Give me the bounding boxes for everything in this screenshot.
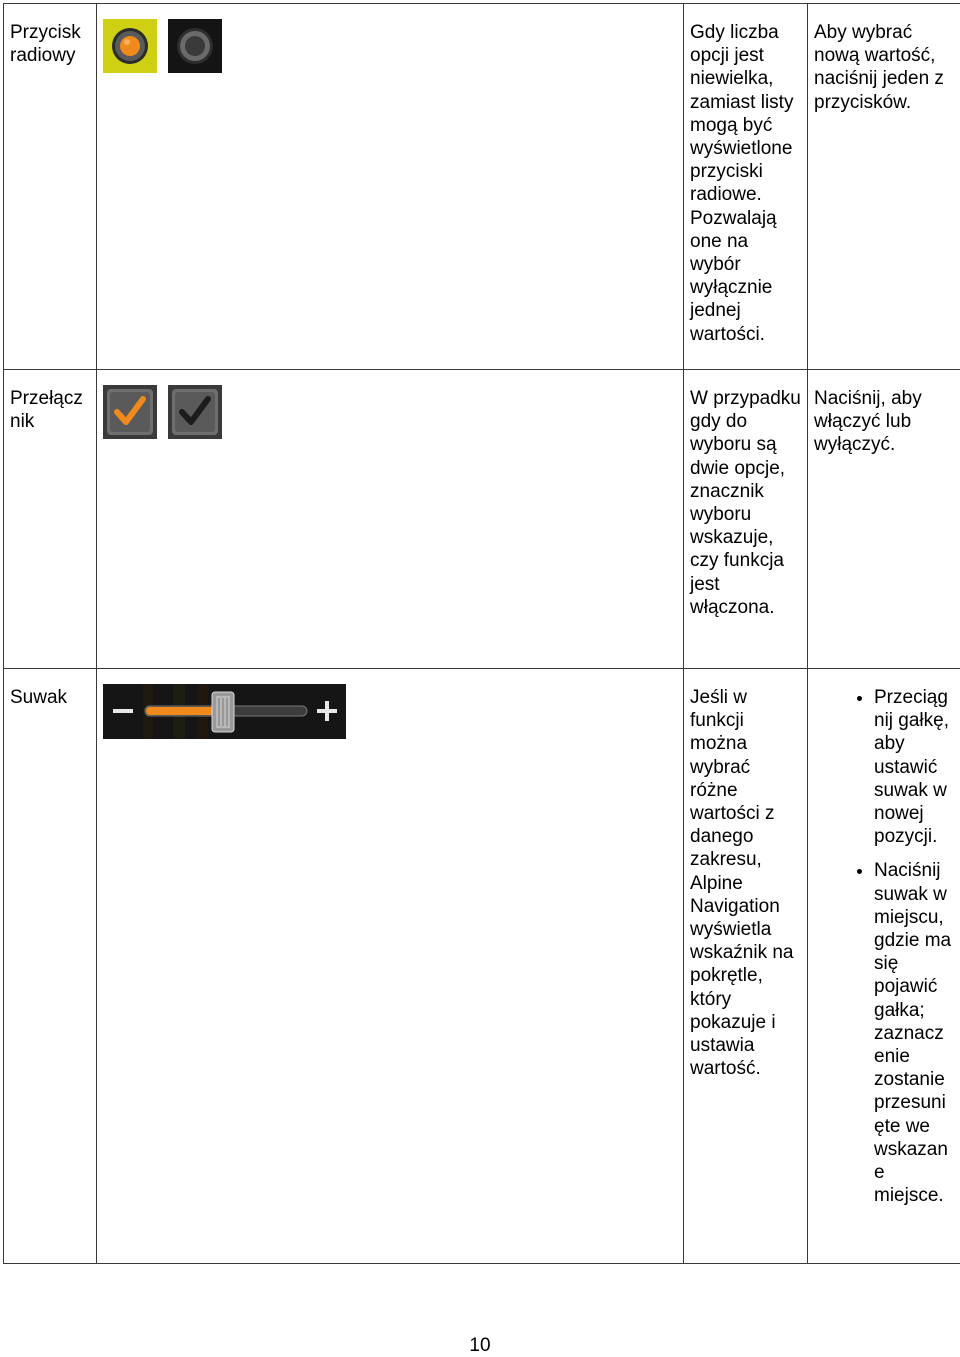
minus-icon xyxy=(113,709,133,713)
image-cell xyxy=(97,669,684,1264)
image-cell xyxy=(97,370,684,669)
slider-icon xyxy=(103,684,346,739)
list-item: • Przeciąg nij gałkę, aby ustawić suwak w nowej pozycji. xyxy=(874,686,954,848)
table-row xyxy=(4,370,960,669)
table-row xyxy=(4,669,960,1264)
checkbox-unchecked-icon xyxy=(168,385,222,439)
control-action-list xyxy=(808,669,960,1264)
control-name: Przełącz nik xyxy=(4,370,97,669)
image-cell xyxy=(97,4,684,370)
page-number: 10 xyxy=(0,1335,960,1357)
control-description: W przypadku gdy do wyboru są dwie opcje, znacznik wyboru wskazuje, czy funkcja jest włączona. xyxy=(684,370,808,669)
control-description: Gdy liczba opcji jest niewielka, zamiast listy mogą być wyświetlone przyciski radiowe. Pozwalają one na wybór wyłącznie jednej wartości. xyxy=(684,4,808,370)
controls-table xyxy=(3,3,960,1264)
radio-button-selected-icon xyxy=(103,19,157,73)
radio-button-unselected-icon xyxy=(168,19,222,73)
control-action: Naciśnij, aby włączyć lub wyłączyć. xyxy=(808,370,960,669)
list-item: • Naciśnij suwak w miejscu, gdzie ma się pojawić gałka; zaznacz enie zostanie przesuni ęte we wskazan e miejsce. xyxy=(874,859,954,1207)
action-bullet-list xyxy=(814,686,954,1207)
table-row xyxy=(4,4,960,370)
control-description: Jeśli w funkcji można wybrać różne wartości z danego zakresu, Alpine Navigation wyświetla wskaźnik na pokrętle, który pokazuje i ustawia wartość. xyxy=(684,669,808,1264)
control-name: Suwak xyxy=(4,669,97,1264)
control-name: Przycisk radiowy xyxy=(4,4,97,370)
checkbox-checked-icon xyxy=(103,385,157,439)
control-action: Aby wybrać nową wartość, naciśnij jeden z przycisków. xyxy=(808,4,960,370)
